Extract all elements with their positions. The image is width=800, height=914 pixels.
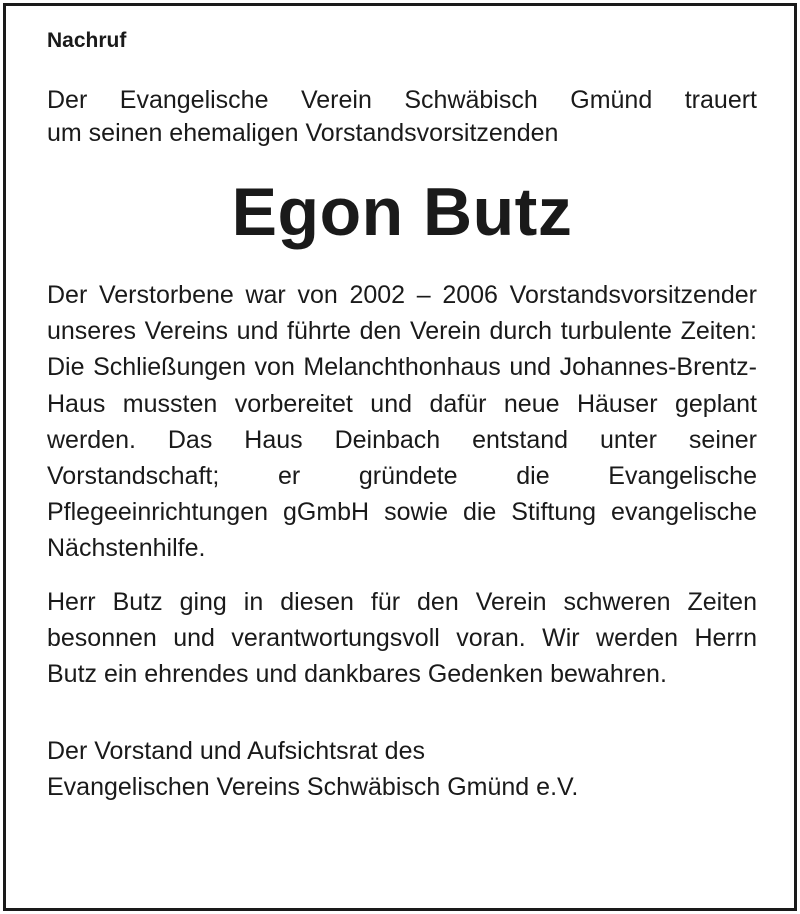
biography-paragraph: Der Verstorbene war von 2002 – 2006 Vorstandsvorsitzender unseres Vereins und führte den Verein durch turbulente Zeiten: Die Schließungen von Melanchthonhaus und Johannes-Brentz-Haus mussten vorbereitet und dafür neue Häuser geplant werden. Das Haus Deinbach entstand unter seiner Vorstandschaft; er gründete die Evangelische Pflegeeinrichtungen gGmbH sowie die Stiftung evangelische Nächstenhilfe. [47, 281, 757, 563]
deceased-name: Egon Butz [231, 174, 573, 250]
obituary-notice [47, 27, 757, 805]
intro-text [47, 84, 757, 150]
signature-line-2: Evangelischen Vereins Schwäbisch Gmünd e.V. [47, 773, 579, 802]
tribute-paragraph: Herr Butz ging in diesen für den Verein schweren Zeiten besonnen und verantwortungsvoll voran. Wir werden Herrn Butz ein ehrendes und dankbares Gedenken bewahren. [47, 587, 757, 689]
signature-block [47, 733, 757, 805]
intro-line-2: um seinen ehemaligen Vorstandsvorsitzenden [47, 119, 559, 147]
notice-heading: Nachruf [47, 29, 127, 52]
intro-line-1: Der Evangelische Verein Schwäbisch Gmünd trauert [47, 86, 757, 114]
signature-line-1: Der Vorstand und Aufsichtsrat des [47, 737, 425, 766]
